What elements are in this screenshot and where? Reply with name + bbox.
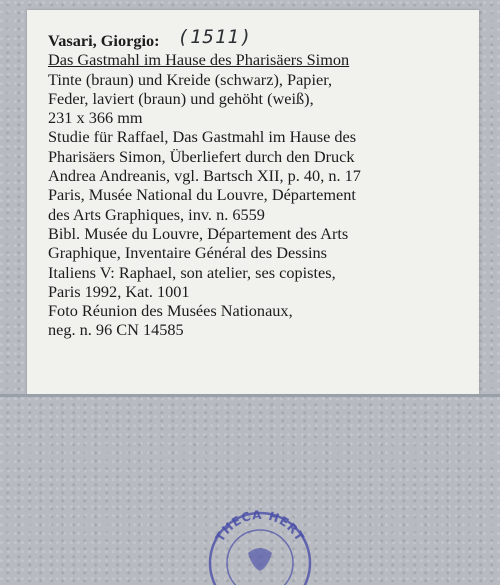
entry-line-4: Studie für Raffael, Das Gastmahl im Hause des — [48, 127, 357, 147]
entry-line-6: Andrea Andreanis, vgl. Bartsch XII, p. 40, n. 17 — [48, 166, 361, 186]
entry-line-14: neg. n. 96 CN 14585 — [48, 320, 184, 340]
author-name: Vasari, Giorgio — [48, 31, 155, 50]
entry-line-2: Feder, laviert (braun) und gehöht (weiß), — [48, 88, 314, 108]
entry-line-7: Paris, Musée National du Louvre, Département — [48, 185, 356, 205]
entry-line-1: Tinte (braun) und Kreide (schwarz), Papier, — [48, 69, 333, 89]
author-colon: : — [154, 31, 160, 50]
header-line — [48, 26, 428, 50]
handwritten-inventory-number: (1511) — [177, 26, 253, 48]
entry-line-8: des Arts Graphiques, inv. n. 6559 — [48, 204, 265, 224]
entry-line-12: Paris 1992, Kat. 1001 — [48, 281, 190, 301]
card-bottom-edge — [0, 394, 500, 397]
stamp-text: THECA HERT — [212, 507, 308, 545]
entry-line-11: Italiens V: Raphael, son atelier, ses copistes, — [48, 262, 336, 282]
entry-line-3: 231 x 366 mm — [48, 108, 143, 128]
entry-line-10: Graphique, Inventaire Général des Dessins — [48, 243, 327, 263]
entry-line-9: Bibl. Musée du Louvre, Département des Arts — [48, 223, 349, 243]
catalog-entry — [48, 26, 428, 340]
library-stamp — [200, 505, 320, 585]
entry-line-5: Pharisäers Simon, Überliefert durch den Druck — [48, 146, 355, 166]
artwork-title: Das Gastmahl im Hause des Pharisäers Simon — [48, 50, 350, 70]
entry-line-13: Foto Réunion des Musées Nationaux, — [48, 301, 293, 321]
